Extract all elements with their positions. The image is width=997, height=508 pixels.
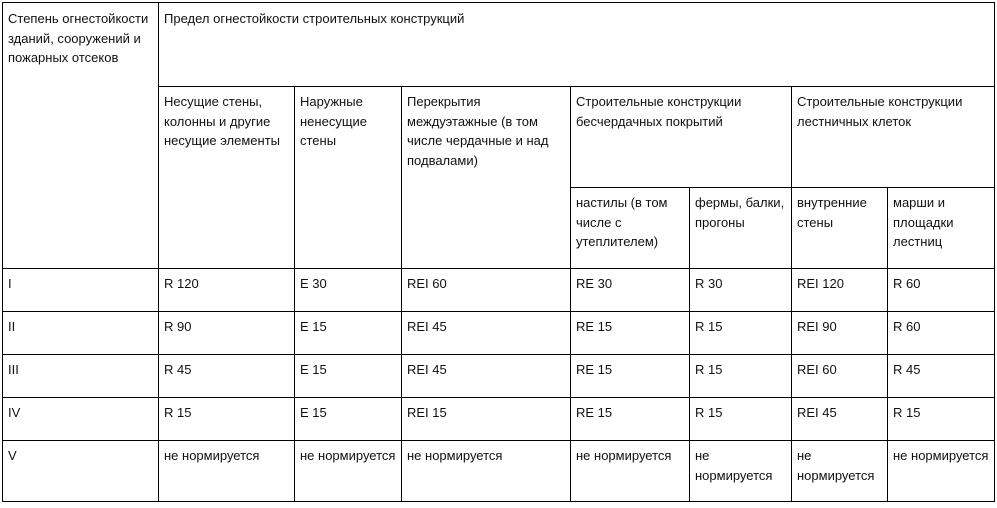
table-cell: не нормируется [295, 441, 402, 502]
table-cell: не нормируется [402, 441, 571, 502]
header-load-bearing: Несущие стены, колонны и другие несущие элементы [159, 87, 295, 269]
table-row [3, 269, 995, 312]
table-cell: V [3, 441, 159, 502]
header-roofless: Строительные конструкции бесчердачных покрытий [571, 87, 792, 188]
table-cell: R 15 [690, 312, 792, 355]
table-cell: RE 30 [571, 269, 690, 312]
table-cell: I [3, 269, 159, 312]
table-row [3, 355, 995, 398]
table-cell: R 15 [159, 398, 295, 441]
table-cell: R 45 [159, 355, 295, 398]
table-cell: R 15 [690, 398, 792, 441]
table-cell: E 15 [295, 355, 402, 398]
table-cell: E 15 [295, 312, 402, 355]
corner-header-cell: Степень огнестойкости зданий, сооружений и пожарных отсеков [3, 3, 159, 269]
table-cell: IV [3, 398, 159, 441]
table-cell: не нормируется [792, 441, 888, 502]
table-cell: не нормируется [571, 441, 690, 502]
table-cell: не нормируется [690, 441, 792, 502]
table-cell: REI 15 [402, 398, 571, 441]
table-cell: не нормируется [159, 441, 295, 502]
table-cell: RE 15 [571, 398, 690, 441]
table-cell: II [3, 312, 159, 355]
table-cell: R 90 [159, 312, 295, 355]
table-row [3, 441, 995, 502]
table-cell: E 15 [295, 398, 402, 441]
subheader-trusses: фермы, балки, прогоны [690, 188, 792, 269]
table-cell: R 45 [888, 355, 995, 398]
table-cell: RE 15 [571, 355, 690, 398]
table-cell: E 30 [295, 269, 402, 312]
table-cell: REI 60 [402, 269, 571, 312]
subheader-flights: марши и площадки лестниц [888, 188, 995, 269]
table-cell: R 60 [888, 269, 995, 312]
table-cell: REI 45 [792, 398, 888, 441]
header-interfloor: Перекрытия междуэтажные (в том числе чердачные и над подвалами) [402, 87, 571, 269]
subheader-decking: настилы (в том числе с утеплителем) [571, 188, 690, 269]
table-cell: REI 120 [792, 269, 888, 312]
table-cell: R 60 [888, 312, 995, 355]
top-header-cell: Предел огнестойкости строительных конструкций [159, 3, 995, 87]
table-cell: R 120 [159, 269, 295, 312]
table-row [3, 312, 995, 355]
table-cell: RE 15 [571, 312, 690, 355]
table-cell: R 15 [690, 355, 792, 398]
table-row [3, 398, 995, 441]
table-header-row-1 [3, 3, 995, 87]
fire-resistance-table [2, 2, 995, 502]
table-cell: R 15 [888, 398, 995, 441]
table-cell: не нормируется [888, 441, 995, 502]
table-cell: REI 60 [792, 355, 888, 398]
header-stairwell: Строительные конструкции лестничных клеток [792, 87, 995, 188]
table-cell: R 30 [690, 269, 792, 312]
table-cell: REI 45 [402, 355, 571, 398]
table-cell: III [3, 355, 159, 398]
table-cell: REI 90 [792, 312, 888, 355]
header-external-walls: Наружные ненесущие стены [295, 87, 402, 269]
subheader-inner-walls: внутренние стены [792, 188, 888, 269]
table-cell: REI 45 [402, 312, 571, 355]
